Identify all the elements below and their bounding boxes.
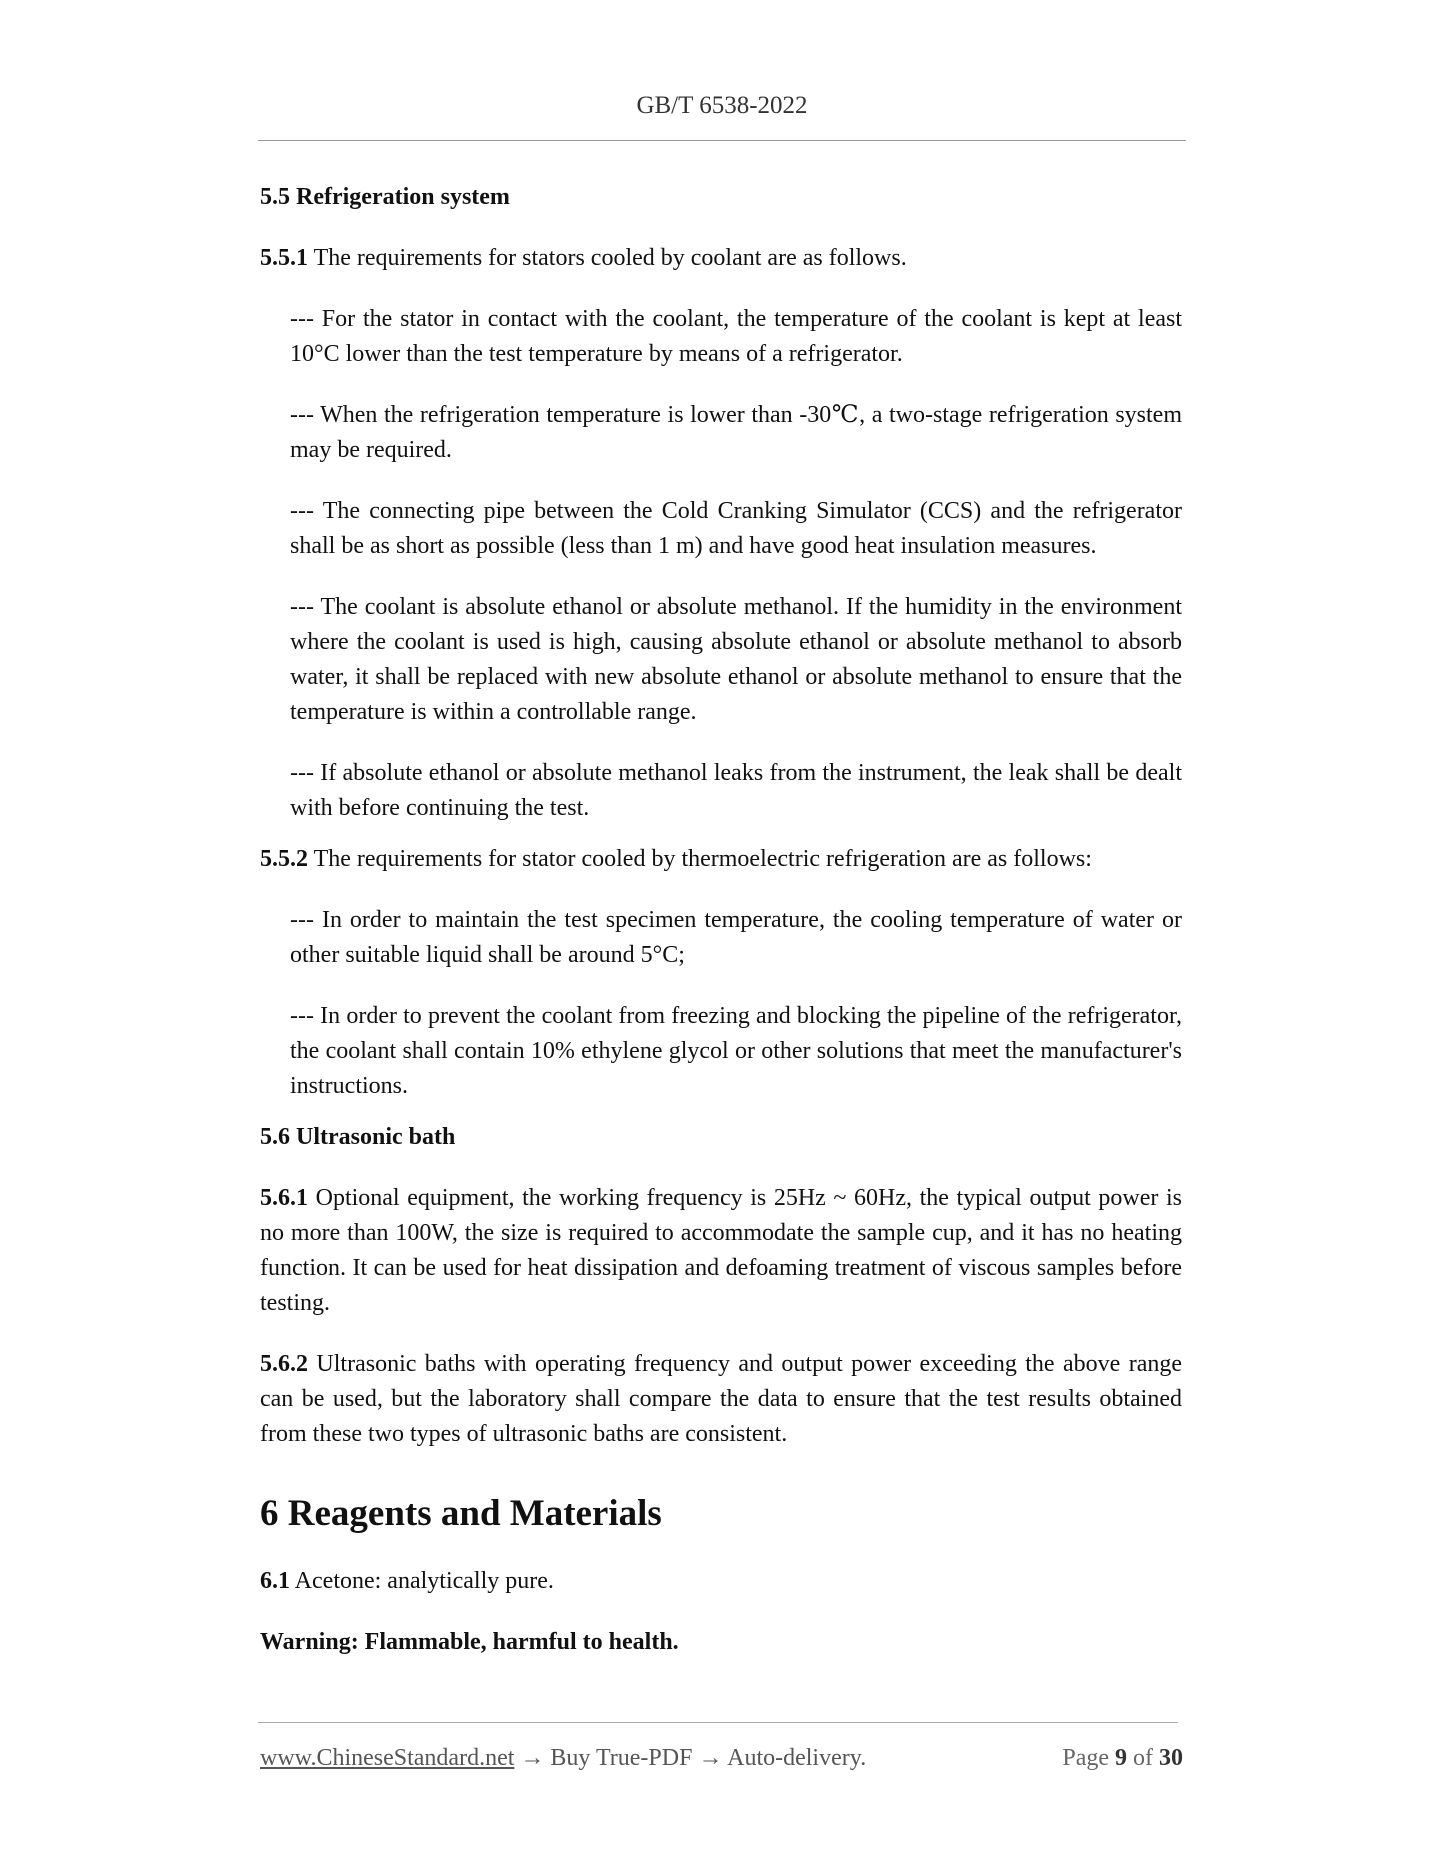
- warning-note: Warning: Flammable, harmful to health.: [260, 1629, 679, 1655]
- section-heading-5-6: 5.6 Ultrasonic bath: [260, 1124, 456, 1150]
- clause-number: 5.5.1: [260, 245, 308, 271]
- clause-text: Ultrasonic baths with operating frequency and output power exceeding the above range can be used, but the laboratory shall compare the data to ensure that the test results obtained from these two types of ultrasonic baths are consistent.: [260, 1351, 1182, 1447]
- section-heading-5-5: 5.5 Refrigeration system: [260, 184, 510, 210]
- section-heading-6: 6 Reagents and Materials: [260, 1493, 662, 1534]
- clause-text: The requirements for stators cooled by coolant are as follows.: [308, 245, 907, 271]
- page-indicator: [1062, 1745, 1183, 1772]
- footer-left: [260, 1745, 866, 1772]
- clause-6-1: [260, 1564, 1182, 1599]
- list-item: [260, 756, 1182, 826]
- of-label: of: [1127, 1745, 1159, 1771]
- list-item: [260, 302, 1182, 372]
- clause-number: 5.6.2: [260, 1351, 308, 1377]
- list-item: [260, 999, 1182, 1104]
- page-header: GB/T 6538-2022: [636, 92, 808, 119]
- site-link[interactable]: www.ChineseStandard.net: [260, 1745, 515, 1771]
- list-item-text: --- In order to maintain the test specimen temperature, the cooling temperature of water or other suitable liquid shall be around 5°C;: [290, 907, 1182, 968]
- footer-tagline: → Buy True-PDF → Auto-delivery.: [514, 1745, 867, 1771]
- page-content: [260, 180, 1182, 1686]
- list-item-text: --- In order to prevent the coolant from freezing and blocking the pipeline of the refrigerator, the coolant shall contain 10% ethylene glycol or other solutions that meet the manufacturer's instructions.: [290, 1003, 1182, 1099]
- clause-number: 5.6.1: [260, 1185, 308, 1211]
- list-item: [260, 494, 1182, 564]
- list-item: [260, 398, 1182, 468]
- header-divider: [258, 140, 1186, 141]
- footer-divider: [258, 1722, 1178, 1723]
- page-label: Page: [1062, 1745, 1115, 1771]
- clause-text: Acetone: analytically pure.: [290, 1568, 554, 1594]
- clause-number: 6.1: [260, 1568, 290, 1594]
- clause-number: 5.5.2: [260, 846, 308, 872]
- clause-text: Optional equipment, the working frequency is 25Hz ~ 60Hz, the typical output power is no more than 100W, the size is required to accommodate the sample cup, and it has no heating function. It can be used for heat dissipation and defoaming treatment of viscous samples before testing.: [260, 1185, 1182, 1316]
- list-item-text: --- For the stator in contact with the coolant, the temperature of the coolant is kept at least 10°C lower than the test temperature by means of a refrigerator.: [290, 306, 1182, 367]
- clause-5-6-1: [260, 1181, 1182, 1321]
- clause-5-5-2: [260, 842, 1182, 877]
- list-item-text: --- The coolant is absolute ethanol or absolute methanol. If the humidity in the environment where the coolant is used is high, causing absolute ethanol or absolute methanol to absorb water, it shall be replaced with new absolute ethanol or absolute methanol to ensure that the temperature is within a controllable range.: [290, 594, 1182, 725]
- list-item-text: --- If absolute ethanol or absolute methanol leaks from the instrument, the leak shall be dealt with before continuing the test.: [290, 760, 1182, 821]
- list-item-text: --- The connecting pipe between the Cold Cranking Simulator (CCS) and the refrigerator shall be as short as possible (less than 1 m) and have good heat insulation measures.: [290, 498, 1182, 559]
- list-item-text: --- When the refrigeration temperature is lower than -30℃, a two-stage refrigeration system may be required.: [290, 402, 1182, 463]
- page-number: 9: [1115, 1745, 1127, 1771]
- page-total: 30: [1159, 1745, 1183, 1771]
- clause-5-6-2: [260, 1347, 1182, 1452]
- clause-5-5-1: [260, 241, 1182, 276]
- list-item: [260, 903, 1182, 973]
- list-item: [260, 590, 1182, 730]
- clause-text: The requirements for stator cooled by thermoelectric refrigeration are as follows:: [308, 846, 1092, 872]
